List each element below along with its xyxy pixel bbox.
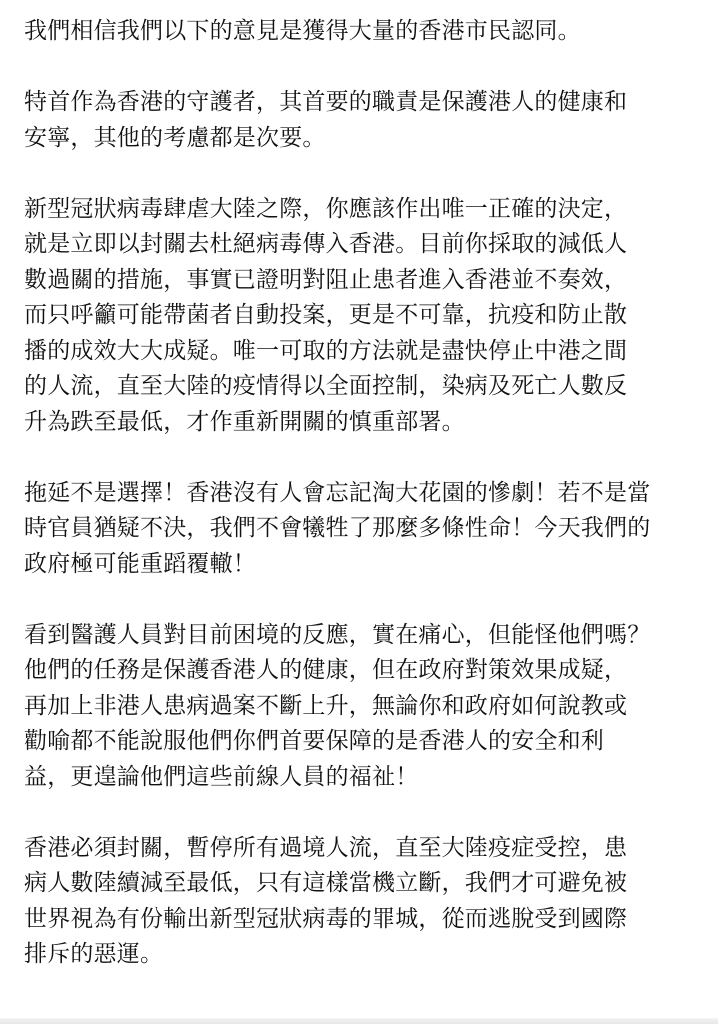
text-line: 世界視為有份輸出新型冠狀病毒的罪城，從而逃脫受到國際 — [24, 905, 628, 932]
text-line: 勸喻都不能說服他們你們首要保障的是香港人的安全和利 — [24, 728, 604, 754]
text-line: 他們的任務是保護香港人的健康，但在政府對策效果成疑， — [24, 657, 628, 683]
text-line: 再加上非港人患病過案不斷上升，無論你和政府如何說教或 — [24, 692, 628, 719]
paragraph-duty — [24, 85, 714, 156]
text-line: 香港必須封關，暫停所有過境人流，直至大陸疫症受控，患 — [24, 834, 628, 861]
text-line: 的人流，直至大陸的疫情得以全面控制，染病及死亡人數反 — [24, 373, 628, 399]
text-line: 新型冠狀病毒肆虐大陸之際，你應該作出唯一正確的決定， — [24, 195, 628, 222]
paragraph-border-closure — [24, 192, 714, 441]
text-line: 時官員猶疑不決，我們不會犧牲了那麼多條性命！今天我們的 — [24, 515, 651, 541]
paragraph-conclusion — [24, 831, 714, 973]
text-line: 拖延不是選擇！香港沒有人會忘記淘大花園的慘劇！若不是當 — [24, 479, 651, 506]
text-line: 升為跌至最低，才作重新開關的慎重部署。 — [24, 408, 465, 435]
text-line: 安寧，其他的考慮都是次要。 — [24, 124, 326, 151]
text-line: 播的成效大大成疑。唯一可取的方法就是盡快停止中港之間 — [24, 337, 628, 364]
paragraph-intro — [24, 14, 714, 50]
page-bottom-edge — [0, 1018, 718, 1024]
text-line: 而只呼籲可能帶菌者自動投案，更是不可靠，抗疫和防止散 — [24, 302, 628, 328]
text-line: 就是立即以封關去杜絕病毒傳入香港。目前你採取的減低人 — [24, 231, 628, 257]
text-line: 數過關的措施，事實已證明對阻止患者進入香港並不奏效， — [24, 266, 628, 293]
text-line: 特首作為香港的守護者，其首要的職責是保護港人的健康和 — [24, 89, 628, 115]
text-line: 政府極可能重蹈覆轍！ — [24, 550, 256, 577]
paragraph-delay — [24, 476, 714, 583]
text-line: 病人數陸續減至最低，只有這樣當機立斷，我們才可避免被 — [24, 870, 628, 896]
text-line: 我們相信我們以下的意見是獲得大量的香港市民認同。 — [24, 18, 581, 44]
paragraph-medical-staff — [24, 618, 714, 796]
text-line: 排斥的惡運。 — [24, 941, 164, 967]
letter-body — [24, 14, 714, 1008]
text-line: 看到醫護人員對目前困境的反應，實在痛心，但能怪他們嗎？ — [24, 621, 651, 648]
text-line: 益，更遑論他們這些前線人員的福祉！ — [24, 763, 419, 790]
